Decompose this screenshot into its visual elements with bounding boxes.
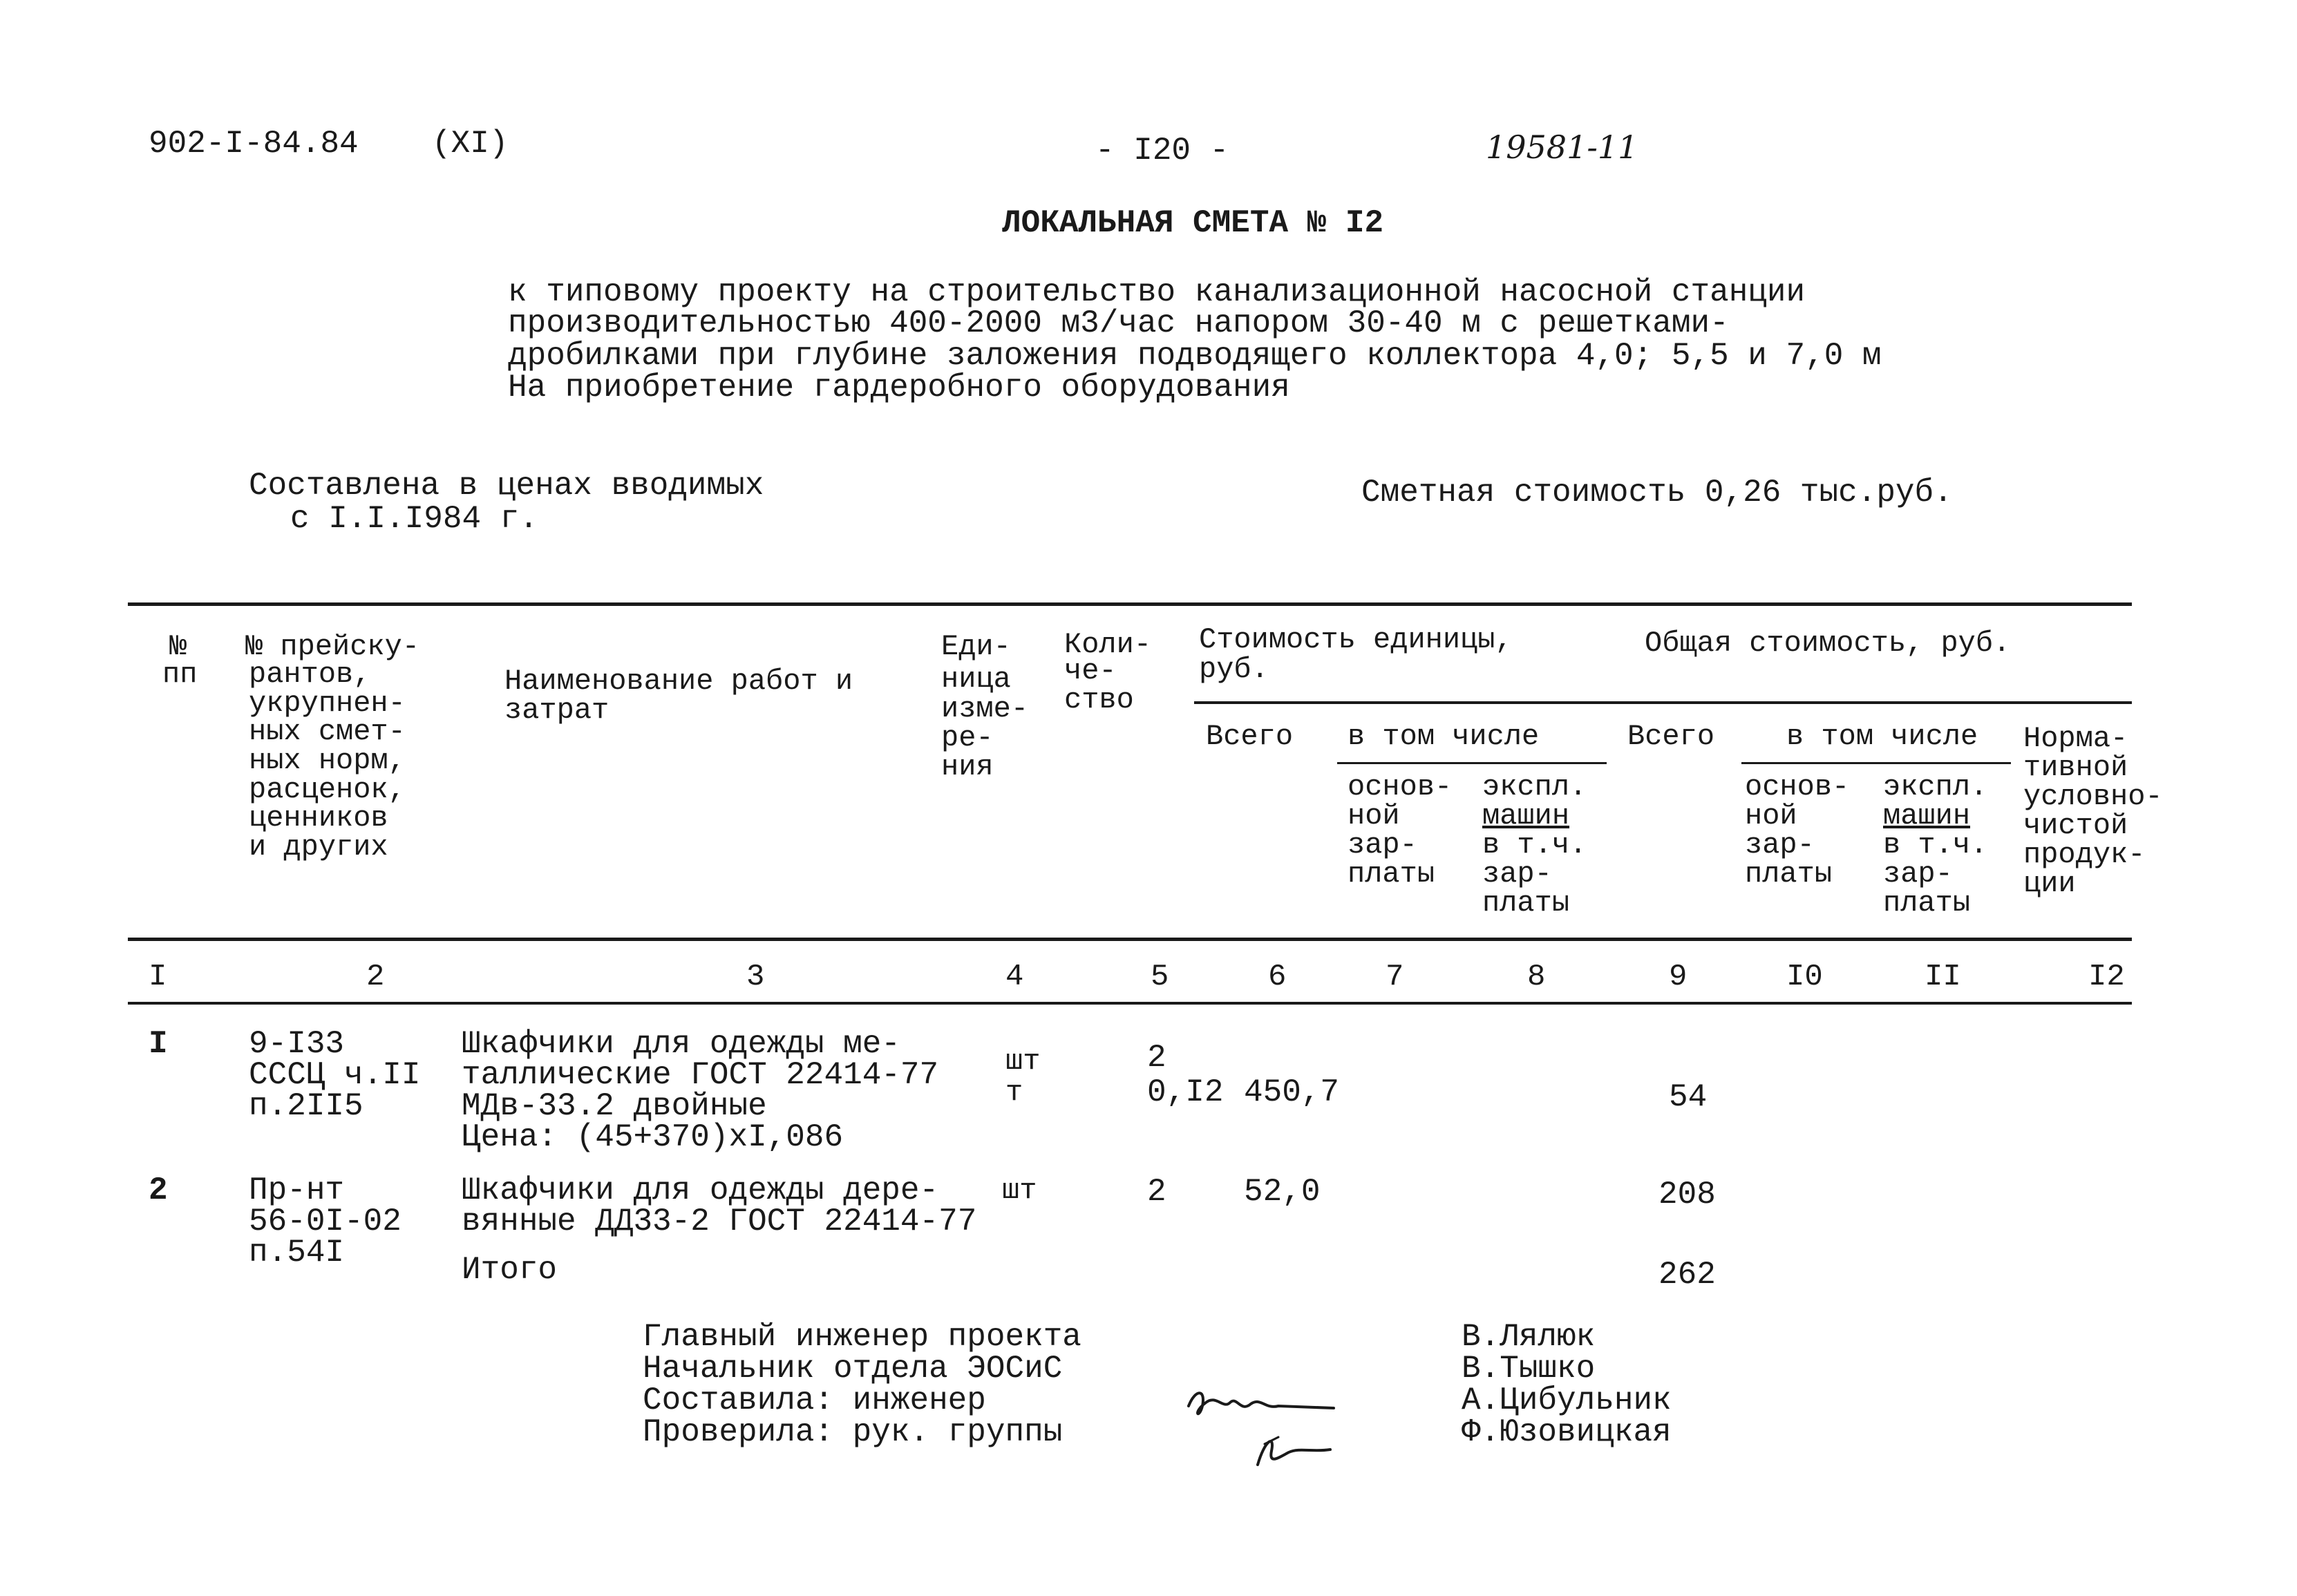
- header-text: ценников: [249, 801, 388, 835]
- header-vsego: Всего: [1627, 720, 1715, 753]
- header-text: продук-: [2023, 838, 2146, 871]
- itogo-label: Итого: [462, 1252, 558, 1288]
- header-total-cost: Общая стоимость, руб.: [1645, 627, 2011, 660]
- header-divider: [1194, 701, 2132, 704]
- signature-role: Проверила: рук. группы: [643, 1414, 1063, 1450]
- signature-name: В.Тышко: [1462, 1351, 1596, 1387]
- row-name: МДв-33.2 двойные: [462, 1088, 767, 1124]
- subtitle-line: На приобретение гардеробного оборудования: [508, 370, 1290, 406]
- header-text: чистой: [2023, 809, 2128, 842]
- header-v-tom-chisle: в том числе: [1786, 720, 1978, 753]
- subtitle-line: дробилками при глубине заложения подводящего коллектора 4,0; 5,5 и 7,0 м: [508, 338, 1882, 374]
- handwritten-signature-icon: [1175, 1375, 1354, 1479]
- signature-name: В.Лялюк: [1462, 1319, 1596, 1355]
- row-unit: т: [1005, 1076, 1023, 1109]
- table-top-border: [128, 602, 2132, 606]
- header-text: ных норм,: [249, 744, 406, 777]
- column-number: 5: [1151, 960, 1169, 994]
- column-number: 6: [1268, 960, 1287, 994]
- row-ref: СССЦ ч.II: [249, 1057, 421, 1093]
- signature-role: Главный инженер проекта: [643, 1319, 1081, 1355]
- header-text: ре-: [941, 721, 994, 754]
- header-text: ной: [1348, 799, 1400, 833]
- header-text: Стоимость единицы,: [1199, 623, 1513, 656]
- header-text: ции: [2023, 867, 2076, 900]
- header-text: зар-: [1482, 857, 1552, 891]
- header-text: укрупнен-: [249, 687, 406, 720]
- header-text: затрат: [504, 694, 609, 727]
- header-text: машин: [1482, 799, 1570, 833]
- row-unit-cost: 450,7: [1244, 1074, 1340, 1110]
- column-number: II: [1925, 960, 1961, 994]
- row-number: I: [149, 1026, 168, 1062]
- column-number: 8: [1527, 960, 1546, 994]
- row-qty: 2: [1147, 1040, 1166, 1076]
- subtitle-line: производительностью 400-2000 м3/час напором 30-40 м с решетками-: [508, 305, 1729, 341]
- column-number: 2: [366, 960, 385, 994]
- header-text: условно-: [2023, 780, 2163, 813]
- header-text: машин: [1883, 799, 1971, 833]
- estimate-cost: Сметная стоимость 0,26 тыс.руб.: [1361, 475, 1953, 511]
- subheader-divider: [1741, 762, 2011, 764]
- row-number: 2: [149, 1172, 168, 1208]
- column-numbers-border: [128, 1002, 2132, 1005]
- row-name: вянные ДД33-2 ГОСТ 22414-77: [462, 1204, 977, 1239]
- header-text: ство: [1064, 683, 1134, 716]
- column-number: 4: [1005, 960, 1024, 994]
- handwritten-number: 19581-11: [1486, 129, 1638, 166]
- row-unit-cost: 52,0: [1244, 1174, 1321, 1210]
- column-number: 3: [746, 960, 765, 994]
- header-text: основ-: [1745, 770, 1850, 804]
- header-v-tom-chisle: в том числе: [1348, 720, 1540, 753]
- header-text: в т.ч.: [1883, 828, 1988, 862]
- header-text: Наименование работ и: [504, 665, 853, 698]
- header-text: Коли-: [1064, 628, 1152, 661]
- row-total: 54: [1669, 1079, 1708, 1115]
- doc-code: 902-I-84.84: [149, 126, 359, 162]
- row-ref: п.2II5: [249, 1088, 363, 1124]
- header-text: ных смет-: [249, 715, 406, 748]
- itogo-total: 262: [1658, 1257, 1716, 1293]
- page-title: ЛОКАЛЬНАЯ СМЕТА № I2: [1002, 205, 1384, 241]
- subheader-divider: [1337, 762, 1607, 764]
- header-text: зар-: [1348, 828, 1417, 862]
- row-name: Цена: (45+370)хI,086: [462, 1119, 844, 1155]
- signature-name: Ф.Юзовицкая: [1462, 1414, 1672, 1450]
- signature-name: А.Цибульник: [1462, 1383, 1672, 1418]
- column-number: 9: [1669, 960, 1688, 994]
- header-text: пп: [162, 658, 198, 691]
- subtitle-line: к типовому проекту на строительство канализационной насосной станции: [508, 274, 1806, 310]
- header-text: руб.: [1199, 653, 1269, 686]
- header-text: Еди-: [941, 630, 1011, 663]
- header-text: че-: [1064, 654, 1117, 687]
- header-text: ния: [941, 750, 994, 783]
- row-qty: 0,I2: [1147, 1074, 1224, 1110]
- column-number: I0: [1786, 960, 1823, 994]
- header-text: ница: [941, 663, 1011, 696]
- row-name: Шкафчики для одежды ме-: [462, 1026, 900, 1062]
- row-unit: шт: [1002, 1174, 1037, 1207]
- header-text: № прейску-: [245, 630, 420, 663]
- prices-line: Составлена в ценах вводимых: [249, 468, 764, 504]
- prices-date: с I.I.I984 г.: [290, 501, 538, 537]
- header-text: платы: [1348, 857, 1435, 891]
- header-text: экспл.: [1482, 770, 1587, 804]
- header-text: тивной: [2023, 751, 2128, 784]
- row-ref: п.54I: [249, 1235, 345, 1271]
- header-text: платы: [1745, 857, 1833, 891]
- row-qty: 2: [1147, 1174, 1166, 1210]
- column-number: I: [149, 960, 167, 994]
- header-text: экспл.: [1883, 770, 1988, 804]
- row-ref: Пр-нт: [249, 1172, 345, 1208]
- row-name: таллические ГОСТ 22414-77: [462, 1057, 939, 1093]
- header-text: в т.ч.: [1482, 828, 1587, 862]
- header-vsego: Всего: [1206, 720, 1294, 753]
- header-text: рантов,: [249, 658, 371, 691]
- header-text: зар-: [1745, 828, 1815, 862]
- header-text: изме-: [941, 692, 1029, 725]
- row-unit: шт: [1005, 1045, 1041, 1078]
- row-ref: 9-I33: [249, 1026, 345, 1062]
- part-number: (XI): [432, 126, 509, 162]
- row-ref: 56-0I-02: [249, 1204, 401, 1239]
- header-text: №: [169, 630, 187, 663]
- page-number: - I20 -: [1095, 133, 1229, 169]
- header-text: Норма-: [2023, 722, 2128, 755]
- header-text: расценок,: [249, 773, 406, 806]
- header-text: и других: [249, 830, 388, 864]
- header-text: платы: [1482, 886, 1570, 920]
- signature-role: Начальник отдела ЭОСиС: [643, 1351, 1063, 1387]
- column-number: 7: [1386, 960, 1404, 994]
- signature-role: Составила: инженер: [643, 1383, 986, 1418]
- header-text: платы: [1883, 886, 1971, 920]
- header-text: зар-: [1883, 857, 1953, 891]
- header-text: основ-: [1348, 770, 1453, 804]
- header-bottom-border: [128, 938, 2132, 941]
- column-number: I2: [2088, 960, 2125, 994]
- row-name: Шкафчики для одежды дере-: [462, 1172, 939, 1208]
- row-total: 208: [1658, 1177, 1716, 1213]
- header-text: ной: [1745, 799, 1797, 833]
